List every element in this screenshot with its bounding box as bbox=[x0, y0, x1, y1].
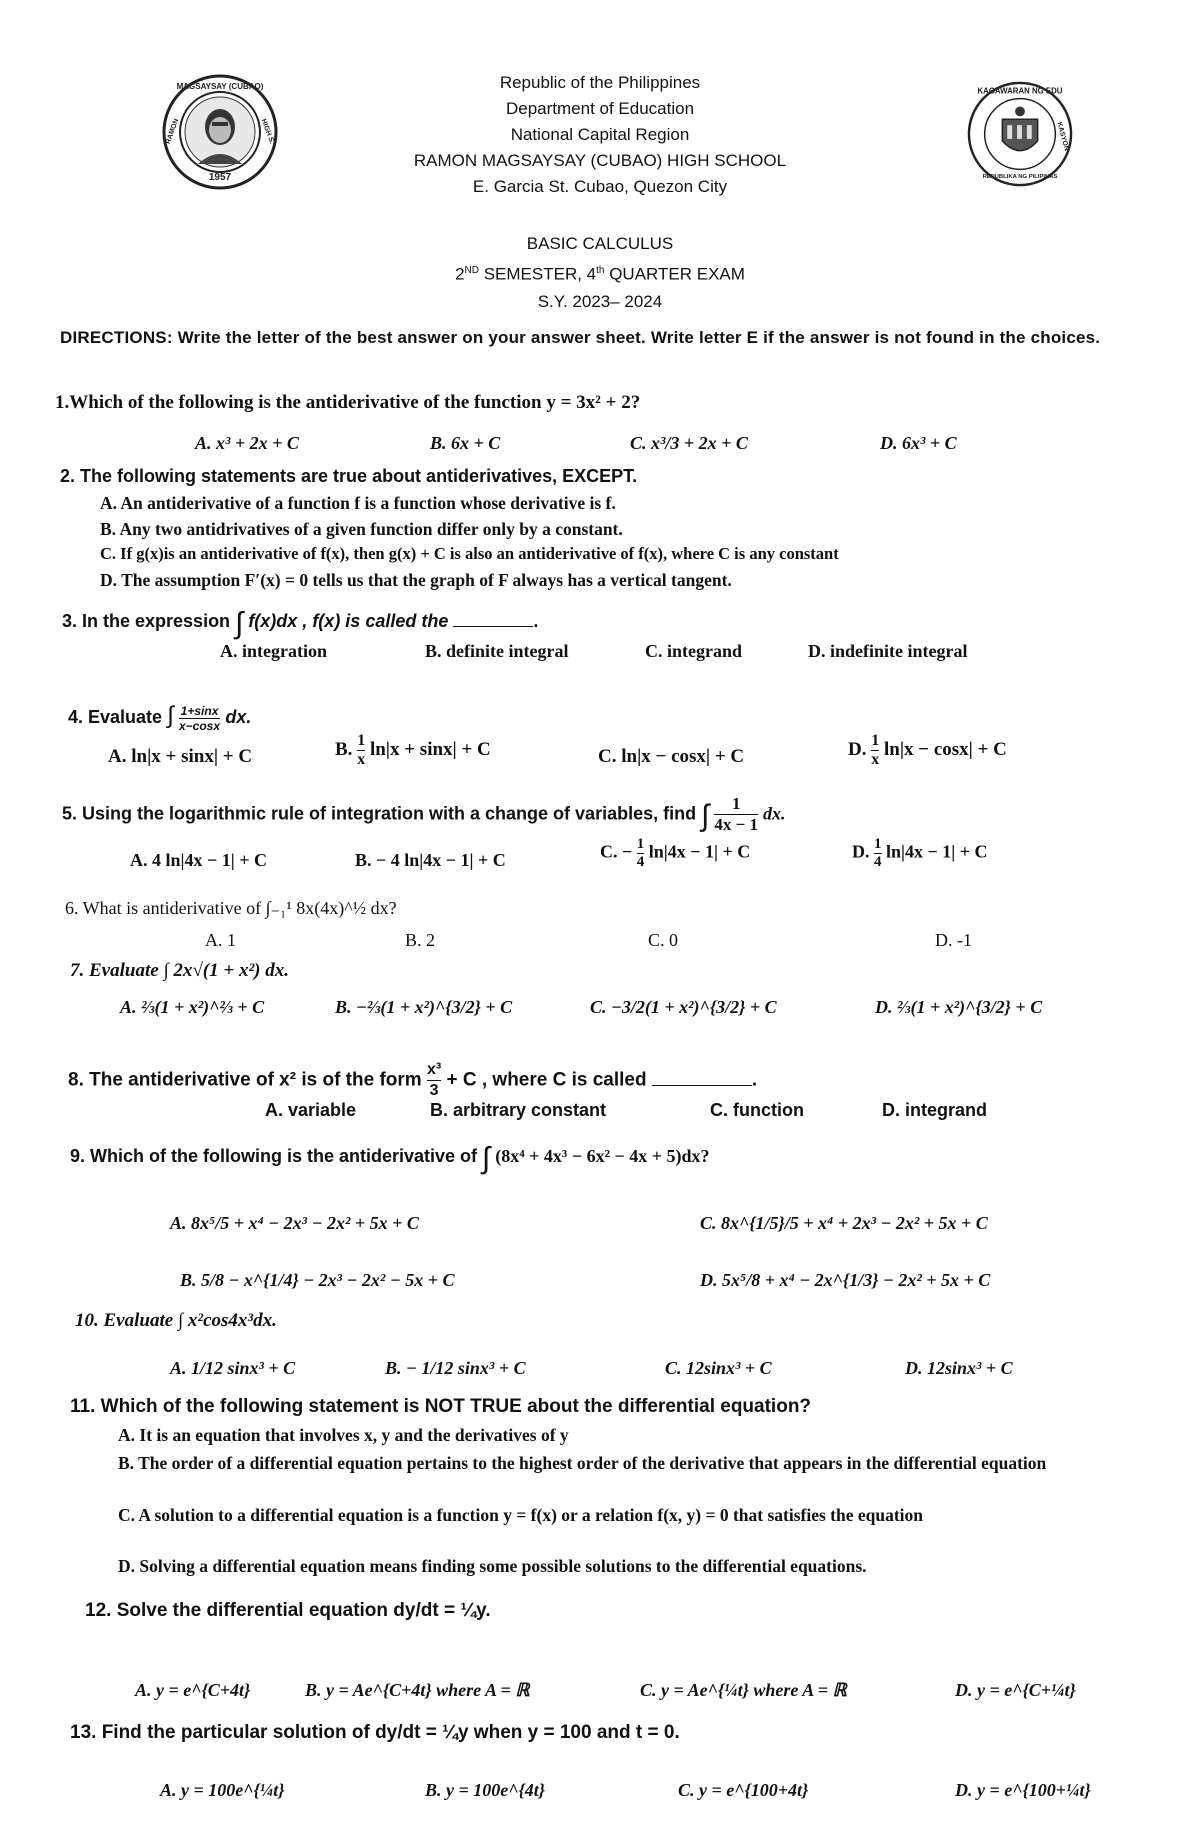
q7-option-a: A. ⅔(1 + x²)^⅔ + C bbox=[120, 997, 265, 1017]
q4-stem: 4. Evaluate ∫ $\frac{1+\sin x}{x-\cos x}$ dx. bbox=[68, 702, 252, 733]
q5-option-d-letter: D. bbox=[852, 841, 870, 862]
header-school-name: RAMON MAGSAYSAY (CUBAO) HIGH SCHOOL bbox=[413, 151, 787, 170]
directions: DIRECTIONS: Write the letter of the best answer on your answer sheet. Write letter E if the answer is not found in the choices. bbox=[60, 328, 1101, 347]
q9-stem bbox=[70, 1142, 710, 1176]
q5-option-d-expr: ln|4x − 1| + C bbox=[886, 841, 988, 862]
exam-title-block bbox=[0, 230, 1200, 315]
q9-stem-text: 9. Which of the following is the antiderivative of bbox=[70, 1146, 478, 1166]
q4-option-d-expr: ln|x − cosx| + C bbox=[883, 738, 1007, 760]
q6-option-c: C. 0 bbox=[648, 930, 679, 950]
q4-option-b bbox=[335, 732, 491, 769]
q11-option-c: C. A solution to a differential equation is a function y = f(x) or a relation f(x, y) = 0 that satisfies the equation bbox=[118, 1505, 924, 1525]
q1-option-a: A. x³ + 2x + C bbox=[195, 433, 299, 453]
exam-subject: BASIC CALCULUS bbox=[526, 234, 674, 253]
exam-school-year: S.Y. 2023– 2024 bbox=[537, 291, 663, 311]
q5-option-c-expr: ln|4x − 1| + C bbox=[648, 841, 751, 862]
q8-option-d: D. integrand bbox=[882, 1100, 988, 1120]
svg-text:1957: 1957 bbox=[208, 172, 232, 183]
q4-option-a: A. ln|x + sinx| + C bbox=[108, 746, 253, 767]
header-address: E. Garcia St. Cubao, Quezon City bbox=[472, 177, 728, 196]
q9-integrand: (8x⁴ + 4x³ − 6x² − 4x + 5)dx? bbox=[495, 1146, 710, 1166]
q6-option-d: D. -1 bbox=[935, 930, 972, 950]
q12-option-a: A. y = e^{C+4t} bbox=[135, 1680, 251, 1700]
school-header bbox=[0, 70, 1200, 200]
sem-sup: ND bbox=[464, 265, 479, 276]
q3-stem-text: 3. In the expression bbox=[62, 611, 231, 631]
q4-stem-text: 4. Evaluate bbox=[68, 707, 163, 727]
q10-stem: 10. Evaluate ∫ x²cos4x³dx. bbox=[75, 1310, 277, 1331]
q4-integrand-fraction: $\frac{1+\sin x}{x-\cos x}$ bbox=[179, 703, 221, 733]
q10-option-a: A. 1/12 sinx³ + C bbox=[170, 1358, 296, 1378]
q3-option-b: B. definite integral bbox=[425, 641, 569, 661]
q13-option-c: C. y = e^{100+4t} bbox=[678, 1780, 809, 1800]
q4-option-d-fraction: $\frac{1}{x}$ bbox=[871, 732, 880, 768]
q5-option-c-fraction: $\frac{1}{4}$ bbox=[636, 836, 645, 870]
svg-text:REPUBLIKA NG PILIPINAS: REPUBLIKA NG PILIPINAS bbox=[982, 174, 1058, 181]
q1-option-d: D. 6x³ + C bbox=[880, 433, 957, 453]
quarter-sup: th bbox=[596, 265, 605, 276]
q3-option-a: A. integration bbox=[220, 641, 327, 661]
q5-integral-sign: ∫ bbox=[701, 799, 710, 833]
q8-fraction: $\frac{\text{x³}}{3}$ bbox=[426, 1061, 442, 1099]
q11-option-d: D. Solving a differential equation means finding some possible solutions to the differential equations. bbox=[118, 1556, 867, 1576]
q5-option-d-fraction: $\frac{1}{4}$ bbox=[874, 836, 882, 870]
q7-option-d: D. ⅔(1 + x²)^{3/2} + C bbox=[875, 997, 1043, 1017]
q10-option-c: C. 12sinx³ + C bbox=[665, 1358, 772, 1378]
q1-option-b: B. 6x + C bbox=[430, 433, 501, 453]
sem-suffix: QUARTER EXAM bbox=[604, 264, 745, 284]
q4-option-b-letter: B. bbox=[335, 738, 353, 760]
q9-option-a: A. 8x⁵/5 + x⁴ − 2x³ − 2x² + 5x + C bbox=[170, 1213, 419, 1233]
q3-stem: 3. In the expression ∫ f(x)dx , f(x) is called the . bbox=[62, 607, 539, 640]
q3-answer-blank bbox=[453, 626, 533, 627]
sem-mid: SEMESTER, 4 bbox=[479, 264, 597, 284]
q6-option-a: A. 1 bbox=[205, 930, 236, 950]
q5-option-c-letter: C. − bbox=[600, 841, 633, 862]
sem-number: 2 bbox=[455, 264, 465, 284]
q10-option-b: B. − 1/12 sinx³ + C bbox=[385, 1358, 526, 1378]
q13-option-a: A. y = 100e^{¼t} bbox=[160, 1780, 285, 1800]
q11-option-a: A. It is an equation that involves x, y and the derivatives of y bbox=[118, 1425, 569, 1445]
q7-stem: 7. Evaluate ∫ 2x√(1 + x²) dx. bbox=[70, 960, 289, 981]
q3-integral-sign: ∫ bbox=[235, 607, 244, 640]
svg-text:KASYON: KASYON bbox=[1055, 121, 1070, 152]
q5-option-c bbox=[600, 836, 750, 871]
q3-stem-expression: f(x)dx , f(x) is called the bbox=[248, 611, 449, 631]
q7-option-b: B. −⅔(1 + x²)^{3/2} + C bbox=[335, 997, 513, 1017]
svg-text:RAMON: RAMON bbox=[164, 117, 181, 146]
header-republic: Republic of the Philippines bbox=[499, 73, 701, 92]
q11-stem: 11. Which of the following statement is NOT TRUE about the differential equation? bbox=[70, 1396, 812, 1417]
q4-option-c: C. ln|x − cosx| + C bbox=[598, 746, 745, 767]
q5-stem-text: 5. Using the logarithmic rule of integration with a change of variables, find bbox=[62, 803, 697, 824]
q8-stem-tail: + C , where C is called bbox=[446, 1069, 647, 1091]
q1-option-c: C. x³/3 + 2x + C bbox=[630, 433, 748, 453]
q4-option-d bbox=[848, 732, 1007, 769]
svg-text:KAGAWARAN NG EDU: KAGAWARAN NG EDU bbox=[977, 86, 1063, 96]
q3-option-c: C. integrand bbox=[645, 641, 743, 661]
q12-option-c: C. y = Ae^{¼t} where A = ℝ bbox=[640, 1680, 847, 1700]
q4-option-d-letter: D. bbox=[848, 738, 867, 760]
svg-text:MAGSAYSAY (CUBAO): MAGSAYSAY (CUBAO) bbox=[176, 82, 264, 91]
q5-option-d bbox=[852, 836, 987, 871]
q8-stem: 8. The antiderivative of x² is of the form $\frac{\text{x³}}{3}$ + C , where C is called . bbox=[68, 1061, 758, 1099]
q9-option-c: C. 8x^{1/5}/5 + x⁴ + 2x³ − 2x² + 5x + C bbox=[700, 1213, 988, 1233]
q2-option-c: C. If g(x)is an antiderivative of f(x), then g(x) + C is also an antiderivative of f(x), where C is any constant bbox=[100, 544, 839, 563]
q5-option-b: B. − 4 ln|4x − 1| + C bbox=[355, 850, 506, 870]
q13-stem: 13. Find the particular solution of dy/dt = ¼y when y = 100 and t = 0. bbox=[70, 1722, 680, 1743]
header-department: Department of Education bbox=[505, 99, 695, 118]
q9-option-b: B. 5/8 − x^{1/4} − 2x³ − 2x² − 5x + C bbox=[180, 1270, 455, 1290]
q4-option-b-expr: ln|x + sinx| + C bbox=[369, 738, 491, 760]
q9-integral-sign: ∫ bbox=[482, 1142, 491, 1175]
q11-option-b: B. The order of a differential equation pertains to the highest order of the derivative that appears in the differential equation bbox=[118, 1453, 1047, 1473]
q8-stem-text: 8. The antiderivative of x² is of the form bbox=[68, 1069, 422, 1091]
q8-option-b: B. arbitrary constant bbox=[430, 1100, 607, 1120]
q13-option-d: D. y = e^{100+¼t} bbox=[955, 1780, 1091, 1800]
q10-option-d: D. 12sinx³ + C bbox=[905, 1358, 1013, 1378]
q5-integrand-fraction: $\frac{1}{4x - 1}$ bbox=[714, 794, 759, 834]
q12-option-b: B. y = Ae^{C+4t} where A = ℝ bbox=[305, 1680, 530, 1700]
q2-stem: 2. The following statements are true about antiderivatives, EXCEPT. bbox=[60, 466, 638, 486]
q2-option-b: B. Any two antidrivatives of a given function differ only by a constant. bbox=[100, 519, 623, 539]
q13-option-b: B. y = 100e^{4t} bbox=[425, 1780, 546, 1800]
q8-option-a: A. variable bbox=[265, 1100, 357, 1120]
q8-option-c: C. function bbox=[710, 1100, 804, 1120]
q5-stem: 5. Using the logarithmic rule of integration with a change of variables, find ∫ $\frac{1}{4x - 1}$ dx. bbox=[62, 794, 786, 834]
q2-option-d: D. The assumption F′(x) = 0 tells us that the graph of F always has a vertical tangent. bbox=[100, 570, 732, 590]
q12-stem: 12. Solve the differential equation dy/dt = ¼y. bbox=[85, 1600, 491, 1621]
svg-text:HIGH S.: HIGH S. bbox=[259, 118, 276, 145]
q4-integral-sign: ∫ bbox=[167, 702, 174, 729]
q9-option-d: D. 5x⁵/8 + x⁴ − 2x^{1/3} − 2x² + 5x + C bbox=[700, 1270, 991, 1290]
q4-option-b-fraction: $\frac{1}{x}$ bbox=[357, 732, 366, 768]
q2-option-a: A. An antiderivative of a function f is a function whose derivative is f. bbox=[100, 493, 616, 513]
q3-option-d: D. indefinite integral bbox=[808, 641, 968, 661]
q6-stem: 6. What is antiderivative of ∫₋₁¹ 8x(4x)^½ dx? bbox=[65, 898, 397, 918]
exam-semester bbox=[0, 257, 1200, 288]
q5-option-a: A. 4 ln|4x − 1| + C bbox=[130, 850, 267, 870]
q12-option-d: D. y = e^{C+¼t} bbox=[955, 1680, 1076, 1700]
header-region: National Capital Region bbox=[510, 125, 690, 144]
q7-option-c: C. −3/2(1 + x²)^{3/2} + C bbox=[590, 997, 777, 1017]
q1-stem: 1.Which of the following is the antiderivative of the function y = 3x² + 2? bbox=[55, 392, 641, 413]
q6-option-b: B. 2 bbox=[405, 930, 436, 950]
q8-answer-blank bbox=[652, 1085, 752, 1086]
